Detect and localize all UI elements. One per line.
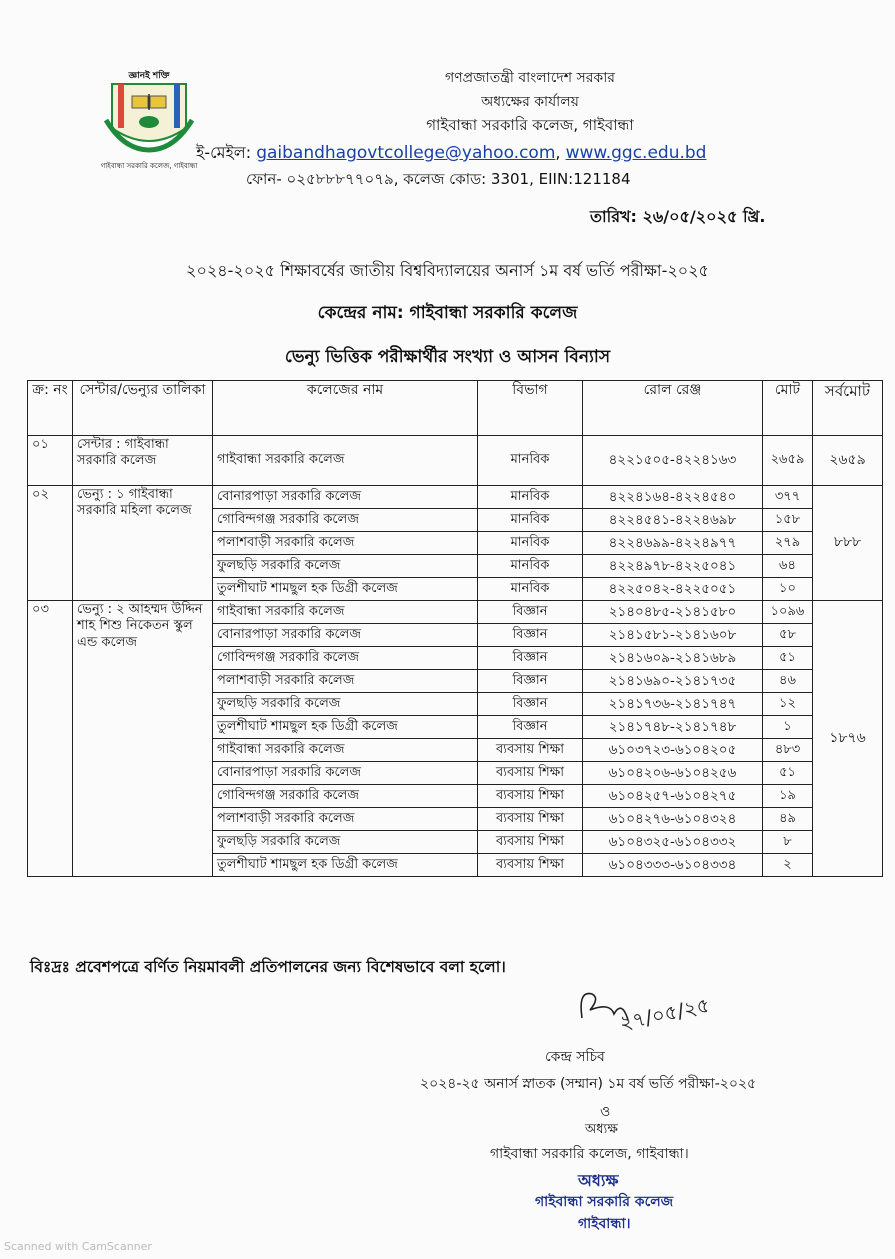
center-title: কেন্দ্রের নাম: গাইবান্ধা সরকারি কলেজ [317,303,578,323]
dept-cell: ব্যবসায় শিক্ষা [478,739,583,762]
college-cell: গোবিন্দগঞ্জ সরকারি কলেজ [213,509,478,532]
college-logo [98,68,200,174]
stamp-line-2: গাইবান্ধা সরকারি কলেজ [535,1194,674,1210]
college-cell: গাইবান্ধা সরকারি কলেজ [213,739,478,762]
table-body [28,436,883,877]
header-roll: রোল রেঞ্জ [583,381,763,436]
total-cell: ৫৮ [763,624,813,647]
roll-range-cell: ৪২২৫০৪২-৪২২৫০৫১ [583,578,763,601]
roll-range-cell: ২১৪১৭৪৮-২১৪১৭৪৮ [583,716,763,739]
roll-range-cell: ২১৪০৪৮৫-২১৪১৫৮০ [583,601,763,624]
roll-range-cell: ৪২২৪৬৯৯-৪২২৪৯৭৭ [583,532,763,555]
college-cell: তুলশীঘাট শামছুল হক ডিগ্রী কলেজ [213,854,478,877]
college-cell: তুলশীঘাট শামছুল হক ডিগ্রী কলেজ [213,716,478,739]
total-cell: ১৫৮ [763,509,813,532]
grand-total-cell: ৮৮৮ [813,486,883,601]
total-cell: ১৯ [763,785,813,808]
dept-cell: বিজ্ঞান [478,601,583,624]
header-sl: ক্র: নং [28,381,73,436]
footer-and: ও [600,1104,611,1120]
office-title: অধ্যক্ষের কার্যালয় [481,94,579,110]
roll-range-cell: ২১৪১৭৩৬-২১৪১৭৪৭ [583,693,763,716]
roll-range-cell: ৪২২৪১৬৪-৪২২৪৫৪০ [583,486,763,509]
venue-cell: ভেন্যু : ১ গাইবান্ধা সরকারি মহিলা কলেজ [73,486,213,601]
college-cell: তুলশীঘাট শামছুল হক ডিগ্রী কলেজ [213,578,478,601]
dept-cell: ব্যবসায় শিক্ষা [478,808,583,831]
contact-line [196,140,706,167]
header-dept: বিভাগ [478,381,583,436]
center-secretary: কেন্দ্র সচিব [545,1049,605,1065]
college-cell: পলাশবাড়ী সরকারি কলেজ [213,532,478,555]
total-cell: ২৬৫৯ [763,436,813,486]
phone-line: ফোন- ০২৫৮৮৮৭৭০৭৯, কলেজ কোড: 3301, EIIN:121184 [246,170,631,188]
signature-date: ২৭/০৫/২৫ [617,992,712,1036]
roll-range-cell: ৬১০৪৩২৫-৬১০৪৩৩২ [583,831,763,854]
college-cell: গাইবান্ধা সরকারি কলেজ [213,436,478,486]
dept-cell: বিজ্ঞান [478,647,583,670]
dept-cell: বিজ্ঞান [478,624,583,647]
seat-plan-table [27,380,883,877]
total-cell: ৩৭৭ [763,486,813,509]
header-total: মোট [763,381,813,436]
roll-range-cell: ৬১০৪২৫৭-৬১০৪২৭৫ [583,785,763,808]
dept-cell: মানবিক [478,555,583,578]
college-cell: বোনারপাড়া সরকারি কলেজ [213,624,478,647]
dept-cell: ব্যবসায় শিক্ষা [478,762,583,785]
signature [570,980,730,1040]
college-cell: গোবিন্দগঞ্জ সরকারি কলেজ [213,647,478,670]
total-cell: ৮ [763,831,813,854]
roll-range-cell: ২১৪১৬৯০-২১৪১৭৩৫ [583,670,763,693]
college-cell: গোবিন্দগঞ্জ সরকারি কলেজ [213,785,478,808]
grand-total-cell: ২৬৫৯ [813,436,883,486]
footer-principal: অধ্যক্ষ [585,1122,618,1137]
table-header-row [28,381,883,436]
dept-cell: ব্যবসায় শিক্ষা [478,831,583,854]
total-cell: ১ [763,716,813,739]
roll-range-cell: ৪২২১৫০৫-৪২২৪১৬৩ [583,436,763,486]
footer-college: গাইবান্ধা সরকারি কলেজ, গাইবান্ধা। [490,1146,689,1162]
website-link[interactable]: www.ggc.edu.bd [565,143,707,163]
roll-range-cell: ৪২২৪৯৭৮-৪২২৫০৪১ [583,555,763,578]
date: তারিখ: ২৬/০৫/২০২৫ খ্রি. [590,207,766,226]
footer-exam: ২০২৪-২৫ অনার্স স্নাতক (সম্মান) ১ম বর্ষ ভর্তি পরীক্ষা-২০২৫ [420,1076,757,1092]
gov-title: গণপ্রজাতন্ত্রী বাংলাদেশ সরকার [445,70,615,86]
header-venue: সেন্টার/ভেন্যুর তালিকা [73,381,213,436]
total-cell: ১২ [763,693,813,716]
total-cell: ২৭৯ [763,532,813,555]
total-cell: ১০৯৬ [763,601,813,624]
dept-cell: বিজ্ঞান [478,693,583,716]
total-cell: ৫১ [763,647,813,670]
total-cell: ৫১ [763,762,813,785]
logo-caption: গাইবান্ধা সরকারি কলেজ, গাইবান্ধা [100,162,198,170]
college-title: গাইবান্ধা সরকারি কলেজ, গাইবান্ধা [426,116,634,134]
venue-cell: ভেন্যু : ২ আহম্মদ উদ্দিন শাহ শিশু নিকেতন স্কুল এন্ড কলেজ [73,601,213,877]
exam-title: ২০২৪-২০২৫ শিক্ষাবর্ষের জাতীয় বিশ্ববিদ্যালয়ের অনার্স ১ম বর্ষ ভর্তি পরীক্ষা-২০২৫ [186,261,709,280]
stamp-line-3: গাইবান্ধা। [578,1216,631,1232]
roll-range-cell: ৬১০৪২০৬-৬১০৪২৫৬ [583,762,763,785]
total-cell: ৪৬ [763,670,813,693]
email-link[interactable]: gaibandhagovtcollege@yahoo.com [256,143,556,163]
dept-cell: মানবিক [478,509,583,532]
college-cell: পলাশবাড়ী সরকারি কলেজ [213,808,478,831]
logo-motto: জ্ঞানই শক্তি [128,71,170,81]
table-title: ভেন্যু ভিত্তিক পরীক্ষার্থীর সংখ্যা ও আসন বিন্যাস [284,347,611,367]
emblem-icon [104,80,194,154]
college-cell: ফুলছড়ি সরকারি কলেজ [213,693,478,716]
roll-range-cell: ২১৪১৬০৯-২১৪১৬৮৯ [583,647,763,670]
stamp-line-1: অধ্যক্ষ [578,1171,619,1190]
table-row [28,486,883,509]
dept-cell: ব্যবসায় শিক্ষা [478,854,583,877]
table-row [28,601,883,624]
grand-total-cell: ১৮৭৬ [813,601,883,877]
dept-cell: বিজ্ঞান [478,716,583,739]
total-cell: ৪৯ [763,808,813,831]
dept-cell: মানবিক [478,578,583,601]
dept-cell: মানবিক [478,532,583,555]
table-row [28,436,883,486]
serial-cell: ০১ [28,436,73,486]
dept-cell: বিজ্ঞান [478,670,583,693]
college-cell: গাইবান্ধা সরকারি কলেজ [213,601,478,624]
contact-separator: , [555,143,561,162]
college-cell: ফুলছড়ি সরকারি কলেজ [213,555,478,578]
roll-range-cell: ৬১০৩৭২৩-৬১০৪২০৫ [583,739,763,762]
college-cell: পলাশবাড়ী সরকারি কলেজ [213,670,478,693]
header-grand-total: সর্বমোট [813,381,883,436]
dept-cell: মানবিক [478,436,583,486]
serial-cell: ০২ [28,486,73,601]
dept-cell: ব্যবসায় শিক্ষা [478,785,583,808]
scanner-watermark: Scanned with CamScanner [4,1240,152,1253]
roll-range-cell: ৬১০৪২৭৬-৬১০৪৩২৪ [583,808,763,831]
venue-cell: সেন্টার : গাইবান্ধা সরকারি কলেজ [73,436,213,486]
total-cell: ২ [763,854,813,877]
college-cell: বোনারপাড়া সরকারি কলেজ [213,486,478,509]
dept-cell: মানবিক [478,486,583,509]
header-college: কলেজের নাম [213,381,478,436]
roll-range-cell: ৬১০৪৩৩৩-৬১০৪৩৩৪ [583,854,763,877]
total-cell: ৬৪ [763,555,813,578]
college-cell: ফুলছড়ি সরকারি কলেজ [213,831,478,854]
serial-cell: ০৩ [28,601,73,877]
roll-range-cell: ৪২২৪৫৪১-৪২২৪৬৯৮ [583,509,763,532]
roll-range-cell: ২১৪১৫৮১-২১৪১৬০৮ [583,624,763,647]
note: বিঃদ্রঃ প্রবেশপত্রে বর্ণিত নিয়মাবলী প্রতিপালনের জন্য বিশেষভাবে বলা হলো। [30,958,506,976]
total-cell: ১০ [763,578,813,601]
college-cell: বোনারপাড়া সরকারি কলেজ [213,762,478,785]
total-cell: ৪৮৩ [763,739,813,762]
email-label: ই-মেইল: [196,143,252,162]
